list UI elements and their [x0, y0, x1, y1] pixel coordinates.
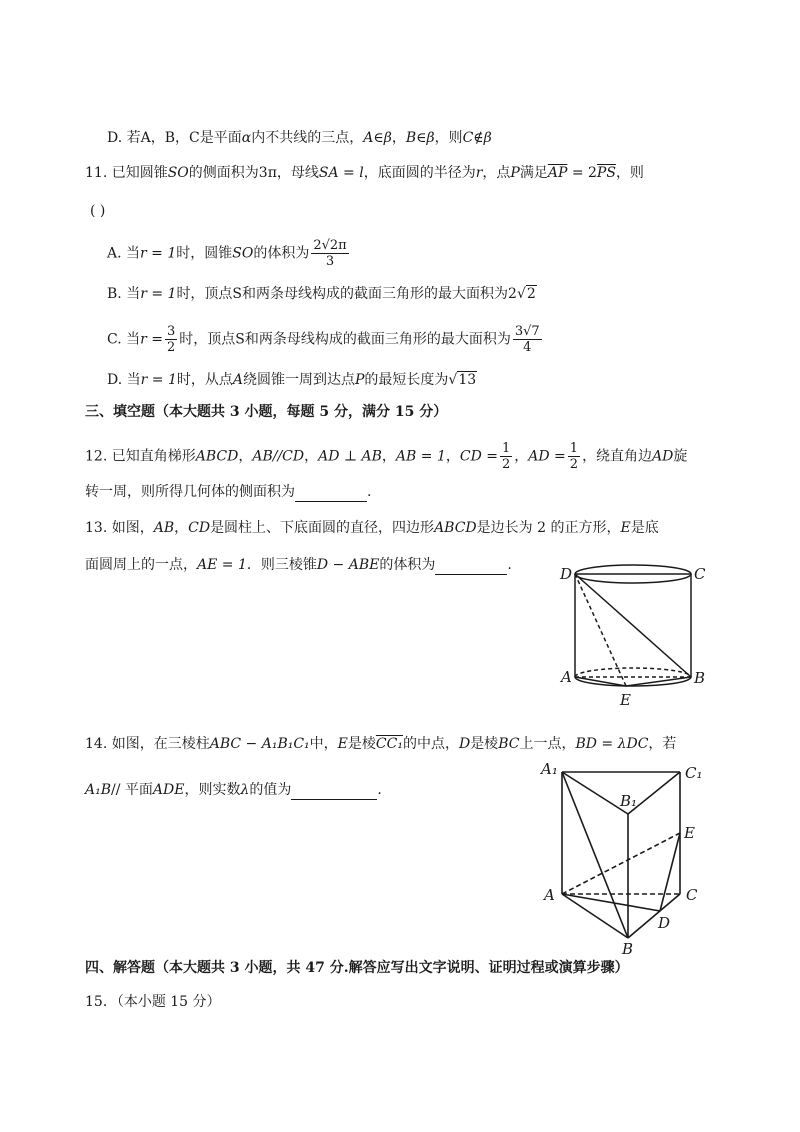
section-3-heading: 三、填空题（本大题共 3 小题，每题 5 分，满分 15 分） — [85, 404, 448, 420]
q11-answer-paren: ( ) — [90, 203, 106, 219]
fig-label-a1: A₁ — [541, 760, 558, 778]
answer-blank[interactable] — [291, 783, 377, 800]
fig-label-e: E — [620, 691, 631, 709]
fig-label-b1: B₁ — [620, 792, 638, 810]
fig-label-b: B — [622, 940, 634, 958]
fig-label-a: A — [561, 668, 572, 686]
answer-blank[interactable] — [435, 558, 507, 575]
q11-stem: 11. 已知圆锥SO的侧面积为3π，母线SA = l，底面圆的半径为r，点P满足$\overline{AP} = 2\overline{PS}$，则 — [85, 165, 644, 181]
q11-option-b: B. 当r = 1时，顶点S和两条母线构成的截面三角形的最大面积为2√2 — [107, 286, 536, 302]
fraction: $\frac{2√2\pi}{3}$ — [313, 238, 347, 269]
fraction: $\frac{1}{2}$ — [569, 441, 579, 472]
q10-option-d: D. 若A，B，C是平面α内不共线的三点，A∈β，B∈β，则C∉β — [107, 130, 492, 146]
q13-stem-line2: 面圆周上的一点，AE = 1．则三棱锥D − ABE的体积为 . — [85, 557, 512, 573]
fig-label-a: A — [544, 886, 555, 904]
q13-cylinder-figure — [558, 560, 708, 710]
q11-option-d: D. 当r = 1时，从点A绕圆锥一周到达点P的最短长度为√13 — [107, 372, 477, 388]
answer-blank[interactable] — [295, 485, 367, 502]
fig-label-c: C — [686, 886, 698, 904]
q14-stem-line2: A₁B// 平面ADE，则实数λ的值为 . — [85, 782, 382, 798]
fraction: $\frac{3√7}{4}$ — [514, 324, 540, 355]
fraction: $\frac{1}{2}$ — [501, 441, 511, 472]
q11-option-c: C. 当r = $\frac{3}{2}$ 时，顶点S和两条母线构成的截面三角形的最大面积为 $\frac{3√7}{4}$ — [107, 324, 540, 355]
fig-label-d: D — [560, 565, 573, 583]
fig-label-c1: C₁ — [685, 764, 703, 782]
sqrt: √13 — [448, 372, 477, 388]
q14-prism-figure — [540, 758, 720, 958]
q11-option-a: A. 当r = 1时，圆锥SO的体积为 $\frac{2√2\pi}{3}$ — [107, 238, 347, 269]
q15-heading: 15．（本小题 15 分） — [85, 994, 221, 1010]
fig-label-e: E — [684, 824, 695, 842]
q12-stem-line2: 转一周，则所得几何体的侧面积为 . — [85, 484, 372, 500]
q12-stem-line1: 12. 已知直角梯形ABCD，AB//CD，AD ⊥ AB，AB = 1，CD = $\frac{1}{2}$ ，AD = $\frac{1}{2}$ ，绕直角边AD旋 — [85, 441, 688, 472]
fraction: $\frac{3}{2}$ — [167, 324, 176, 355]
fig-label-c: C — [694, 565, 706, 583]
fig-label-d: D — [658, 914, 671, 932]
fig-label-b: B — [694, 669, 706, 687]
section-4-heading: 四、解答题（本大题共 3 小题，共 47 分.解答应写出文字说明、证明过程或演算步骤） — [85, 960, 629, 976]
q14-stem-line1: 14. 如图，在三棱柱ABC − A₁B₁C₁中，E是棱CC₁的中点，D是棱BC上一点，BD = λDC，若 — [85, 736, 677, 752]
sqrt: √2 — [516, 286, 536, 302]
q13-stem-line1: 13. 如图，AB，CD是圆柱上、下底面圆的直径，四边形ABCD是边长为 2 的正方形，E是底 — [85, 520, 659, 536]
